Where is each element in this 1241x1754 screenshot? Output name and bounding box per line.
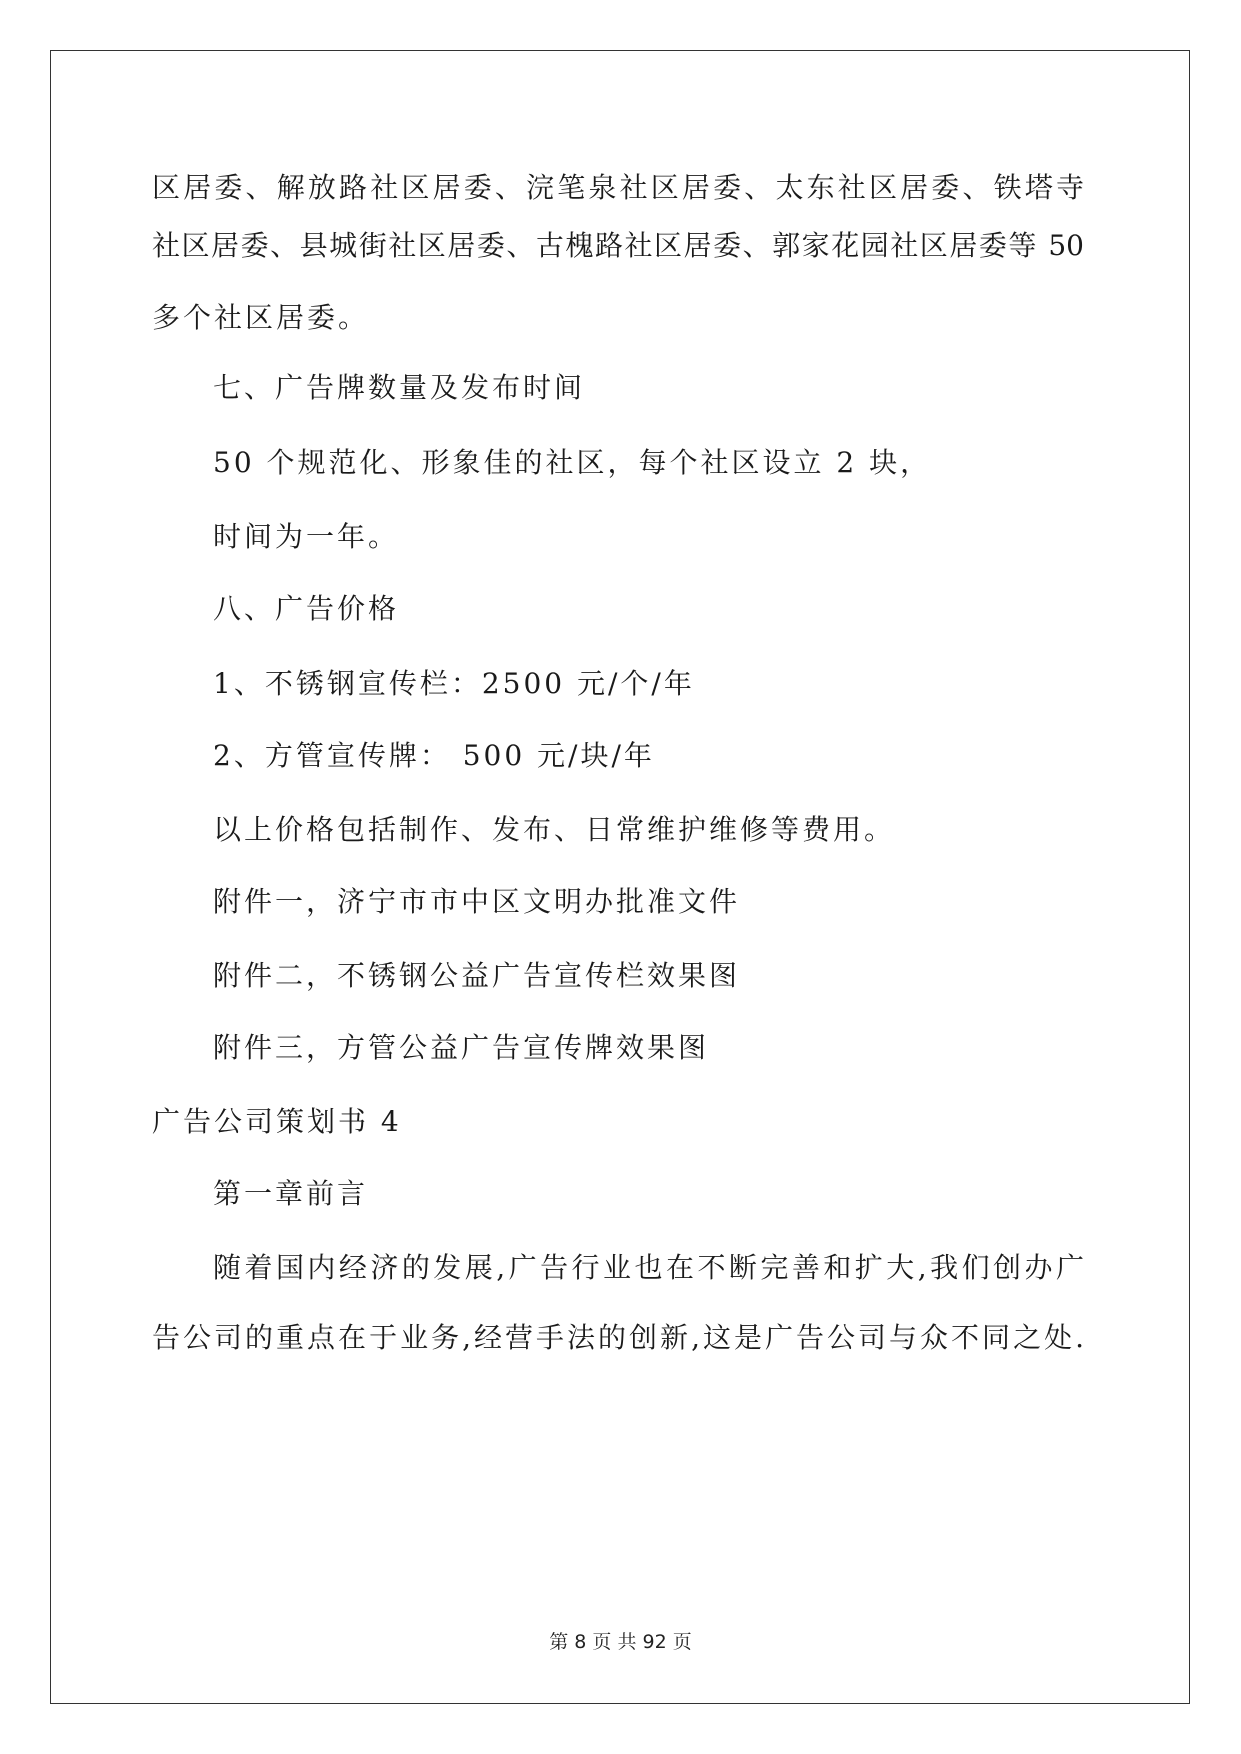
body-line-16: 随着国内经济的发展,广告行业也在不断完善和扩大,我们创办广 bbox=[213, 1251, 1084, 1284]
document-title: 广告公司策划书 4 bbox=[152, 1105, 402, 1138]
price-item-2: 2、方管宣传牌： 500 元/块/年 bbox=[213, 739, 655, 772]
price-item-1: 1、不锈钢宣传栏：2500 元/个/年 bbox=[213, 667, 695, 700]
attachment-3: 附件三，方管公益广告宣传牌效果图 bbox=[213, 1031, 710, 1064]
body-line-3: 多个社区居委。 bbox=[152, 301, 370, 334]
attachment-2: 附件二，不锈钢公益广告宣传栏效果图 bbox=[213, 959, 741, 992]
chapter-heading: 第一章前言 bbox=[213, 1177, 369, 1210]
page-number-footer: 第 8 页 共 92 页 bbox=[549, 1631, 692, 1653]
body-line-6: 时间为一年。 bbox=[213, 520, 400, 553]
attachment-1: 附件一，济宁市市中区文明办批准文件 bbox=[213, 885, 741, 918]
price-note: 以上价格包括制作、发布、日常维护维修等费用。 bbox=[213, 813, 896, 846]
section-heading-7: 七、广告牌数量及发布时间 bbox=[213, 371, 586, 404]
body-line-2: 社区居委、县城街社区居委、古槐路社区居委、郭家花园社区居委等 50 bbox=[152, 229, 1084, 262]
body-line-1: 区居委、解放路社区居委、浣笔泉社区居委、太东社区居委、铁塔寺 bbox=[152, 171, 1084, 204]
body-line-17: 告公司的重点在于业务,经营手法的创新,这是广告公司与众不同之处. bbox=[152, 1321, 1084, 1354]
body-line-5: 50 个规范化、形象佳的社区，每个社区设立 2 块， bbox=[213, 446, 932, 479]
section-heading-8: 八、广告价格 bbox=[213, 592, 400, 625]
